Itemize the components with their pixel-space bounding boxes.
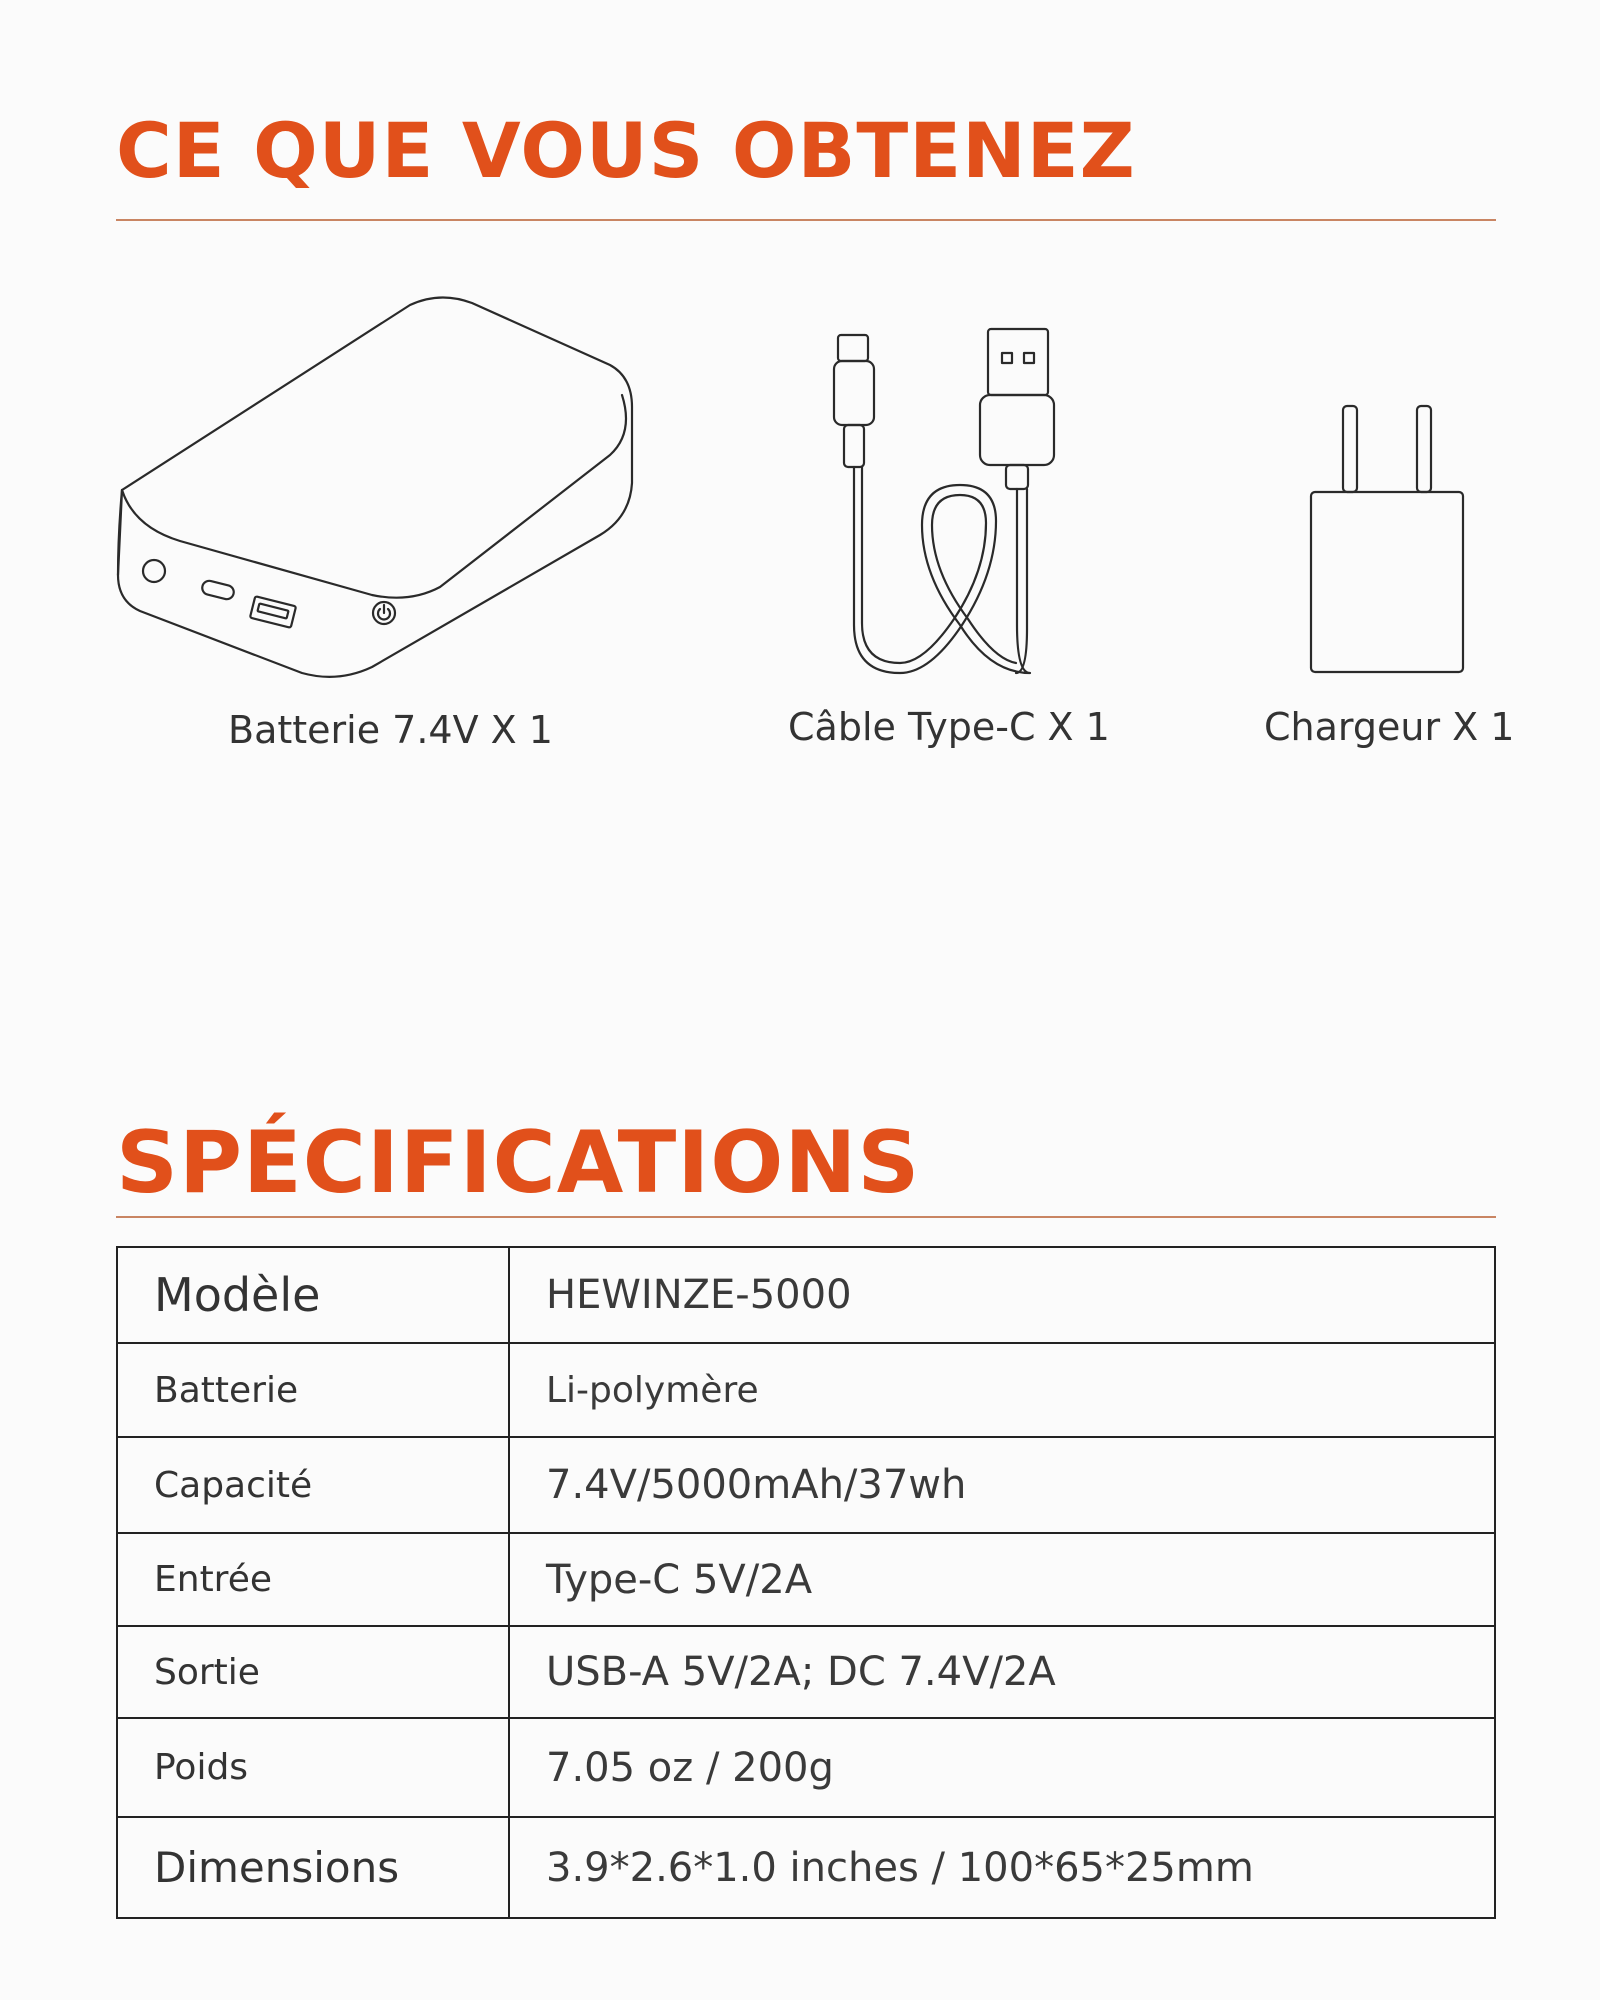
spec-row-capacity xyxy=(117,1437,1495,1533)
spec-key: Capacité xyxy=(117,1437,509,1533)
spec-value: Li-polymère xyxy=(509,1343,1495,1437)
spec-value: HEWINZE-5000 xyxy=(509,1247,1495,1343)
spec-key: Poids xyxy=(117,1718,509,1817)
spec-value: 7.05 oz / 200g xyxy=(509,1718,1495,1817)
spec-row-dimensions xyxy=(117,1817,1495,1918)
spec-key: Entrée xyxy=(117,1533,509,1626)
spec-table xyxy=(116,1246,1496,1919)
charger-label: Chargeur X 1 xyxy=(1264,705,1515,749)
spec-row-input xyxy=(117,1533,1495,1626)
usb-cable-icon xyxy=(820,325,1060,685)
spec-row-battery xyxy=(117,1343,1495,1437)
power-bank-icon xyxy=(110,295,640,685)
spec-key: Modèle xyxy=(117,1247,509,1343)
spec-value: 3.9*2.6*1.0 inches / 100*65*25mm xyxy=(509,1817,1495,1918)
contents-divider xyxy=(116,219,1496,221)
battery-label: Batterie 7.4V X 1 xyxy=(228,708,553,752)
spec-value: Type-C 5V/2A xyxy=(509,1533,1495,1626)
specs-title: SPÉCIFICATIONS xyxy=(116,1113,921,1213)
spec-key: Batterie xyxy=(117,1343,509,1437)
cable-label: Câble Type-C X 1 xyxy=(788,705,1110,749)
spec-value: USB-A 5V/2A; DC 7.4V/2A xyxy=(509,1626,1495,1718)
spec-key: Dimensions xyxy=(117,1817,509,1918)
spec-key: Sortie xyxy=(117,1626,509,1718)
spec-row-model xyxy=(117,1247,1495,1343)
spec-row-output xyxy=(117,1626,1495,1718)
wall-charger-icon xyxy=(1305,400,1475,680)
spec-value: 7.4V/5000mAh/37wh xyxy=(509,1437,1495,1533)
contents-title: CE QUE VOUS OBTENEZ xyxy=(116,106,1136,195)
specs-divider xyxy=(116,1216,1496,1218)
spec-row-weight xyxy=(117,1718,1495,1817)
